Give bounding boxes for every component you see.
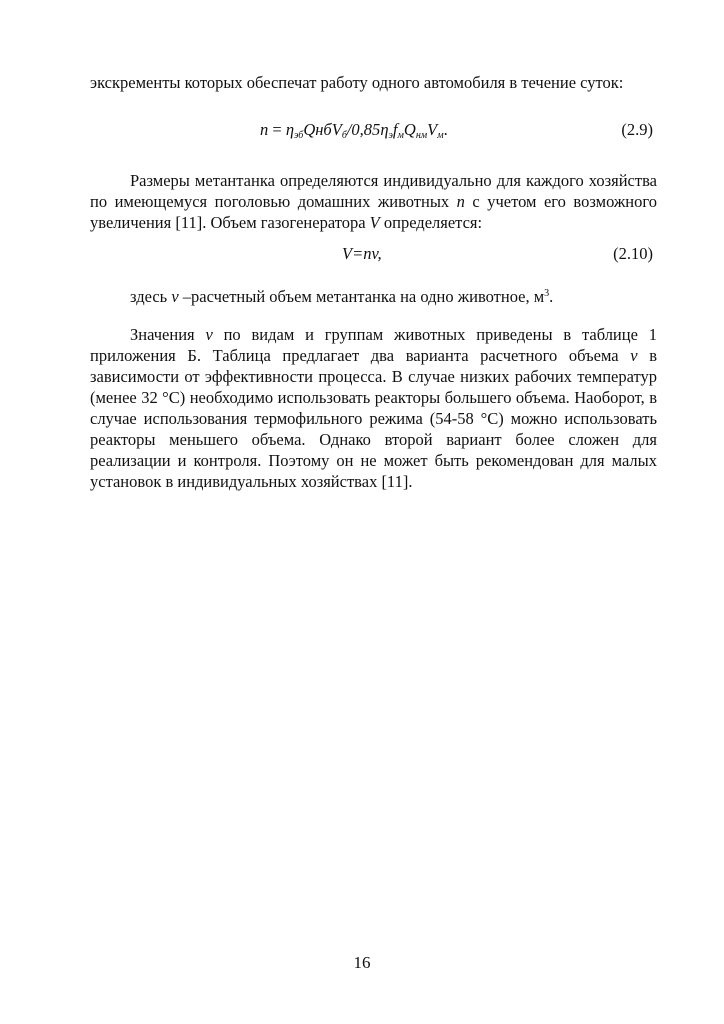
intro-line: экскременты которых обеспечат работу одного автомобиля в течение суток:	[90, 73, 624, 92]
equation-number-2-10: (2.10)	[613, 244, 653, 263]
formula-2-9	[90, 120, 657, 142]
page-number: 16	[353, 953, 371, 972]
formula-2-10	[90, 244, 657, 266]
formula-2-9-expression: $n = \eta_{эб}QнбV_б/0,85\eta_эf_мQ_{нм}V_м$.	[260, 120, 448, 141]
formula-2-10-expression: V=nv,	[342, 244, 382, 263]
paragraph-definition: здесь v –расчетный объем метантанка на одно животное, $м^3$.	[130, 287, 554, 306]
equation-number-2-9: (2.9)	[621, 120, 653, 139]
paragraph-values: Значения v по видам и группам животных приведены в таблице 1 приложения Б. Таблица предлагает два варианта расчетного объема v в зависимости от эффективности процесса. В случае низких рабочих температур (менее 32 °С) необходимо использовать реакторы большего объема. Наоборот, в случае использования термофильного режима (54-58 °С) можно использовать реакторы меньшего объема. Однако второй вариант более сложен для реализации и контроля. Поэтому он не может быть рекомендован для малых установок в индивидуальных хозяйствах [11].	[90, 325, 658, 491]
paragraph-metantank-size: Размеры метантанка определяются индивидуально для каждого хозяйства по имеющемуся поголовью домашних животных n с учетом его возможного увеличения [11]. Объем газогенератора V определяется:	[90, 171, 657, 232]
